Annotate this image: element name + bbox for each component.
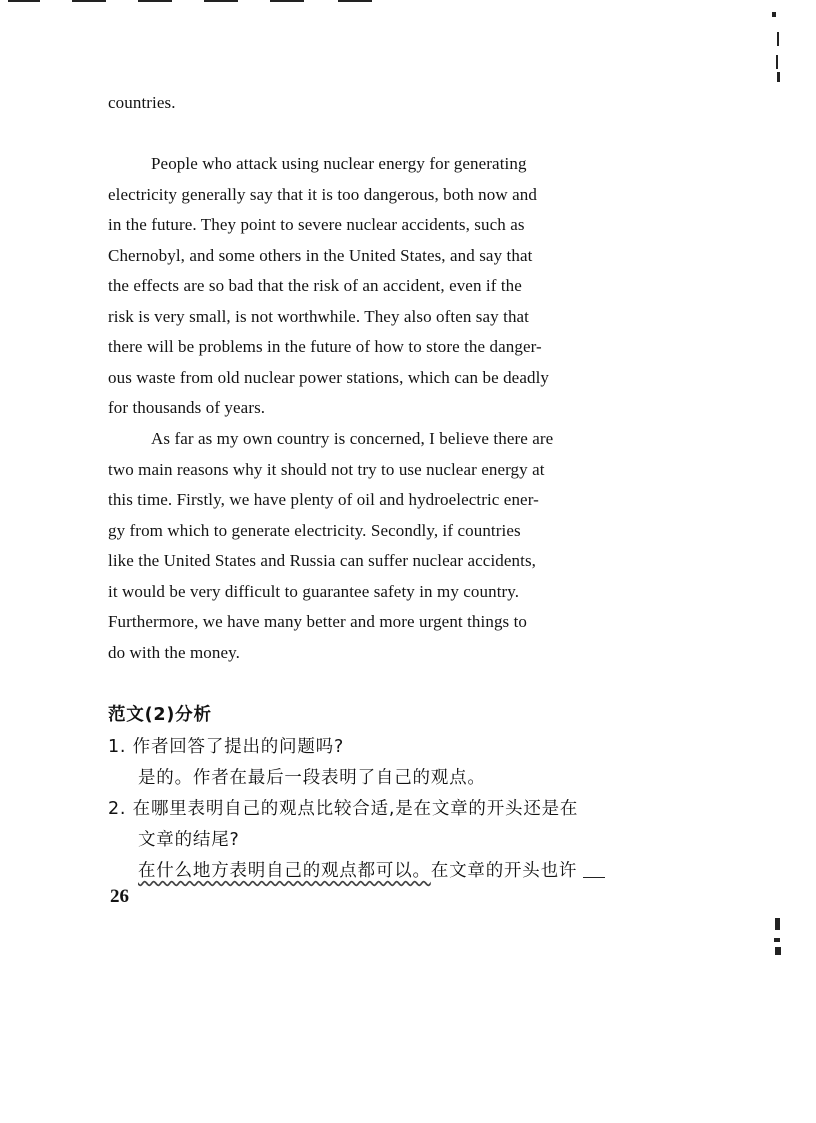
- text-line: Chernobyl, and some others in the United States, and say that: [108, 245, 533, 265]
- text-line: As far as my own country is concerned, I believe there are: [151, 429, 554, 448]
- page-number: 26: [110, 886, 129, 907]
- text-line: it would be very difficult to guarantee safety in my country.: [108, 581, 520, 601]
- answer-2-continuation: 在文章的开头也许: [430, 861, 578, 881]
- text-line: two main reasons why it should not try to use nuclear energy at: [108, 459, 545, 479]
- text-line: risk is very small, is not worthwhile. They also often say that: [108, 306, 530, 326]
- text-line: People who attack using nuclear energy for generating: [151, 154, 527, 173]
- text-line: like the United States and Russia can suffer nuclear accidents,: [108, 551, 537, 570]
- answer-2: [138, 857, 605, 882]
- text-line: there will be problems in the future of how to store the danger-: [108, 337, 542, 356]
- answer-1: 是的。作者在最后一段表明了自己的观点。: [138, 768, 486, 788]
- text-line: electricity generally say that it is too dangerous, both now and: [108, 184, 537, 204]
- text-line: Furthermore, we have many better and more urgent things to: [108, 612, 528, 631]
- analysis-title: 范文(2)分析: [108, 705, 212, 725]
- text-line: do with the money.: [108, 642, 240, 662]
- text-line: in the future. They point to severe nuclear accidents, such as: [108, 215, 525, 234]
- question-1: 1. 作者回答了提出的问题吗?: [108, 737, 345, 757]
- question-2-line-1: 2. 在哪里表明自己的观点比较合适,是在文章的开头还是在: [108, 799, 579, 819]
- text-line: countries.: [108, 93, 176, 112]
- question-2-line-2: 文章的结尾?: [138, 830, 240, 850]
- handwritten-underline-text: 在什么地方表明自己的观点都可以。: [138, 861, 431, 881]
- text-line: ous waste from old nuclear power stations, which can be deadly: [108, 367, 549, 387]
- text-line: gy from which to generate electricity. Secondly, if countries: [108, 520, 521, 540]
- continuation-line: [583, 877, 605, 878]
- text-line: the effects are so bad that the risk of an accident, even if the: [108, 276, 522, 295]
- text-line: this time. Firstly, we have plenty of oil and hydroelectric ener-: [108, 490, 539, 509]
- text-line: for thousands of years.: [108, 398, 266, 417]
